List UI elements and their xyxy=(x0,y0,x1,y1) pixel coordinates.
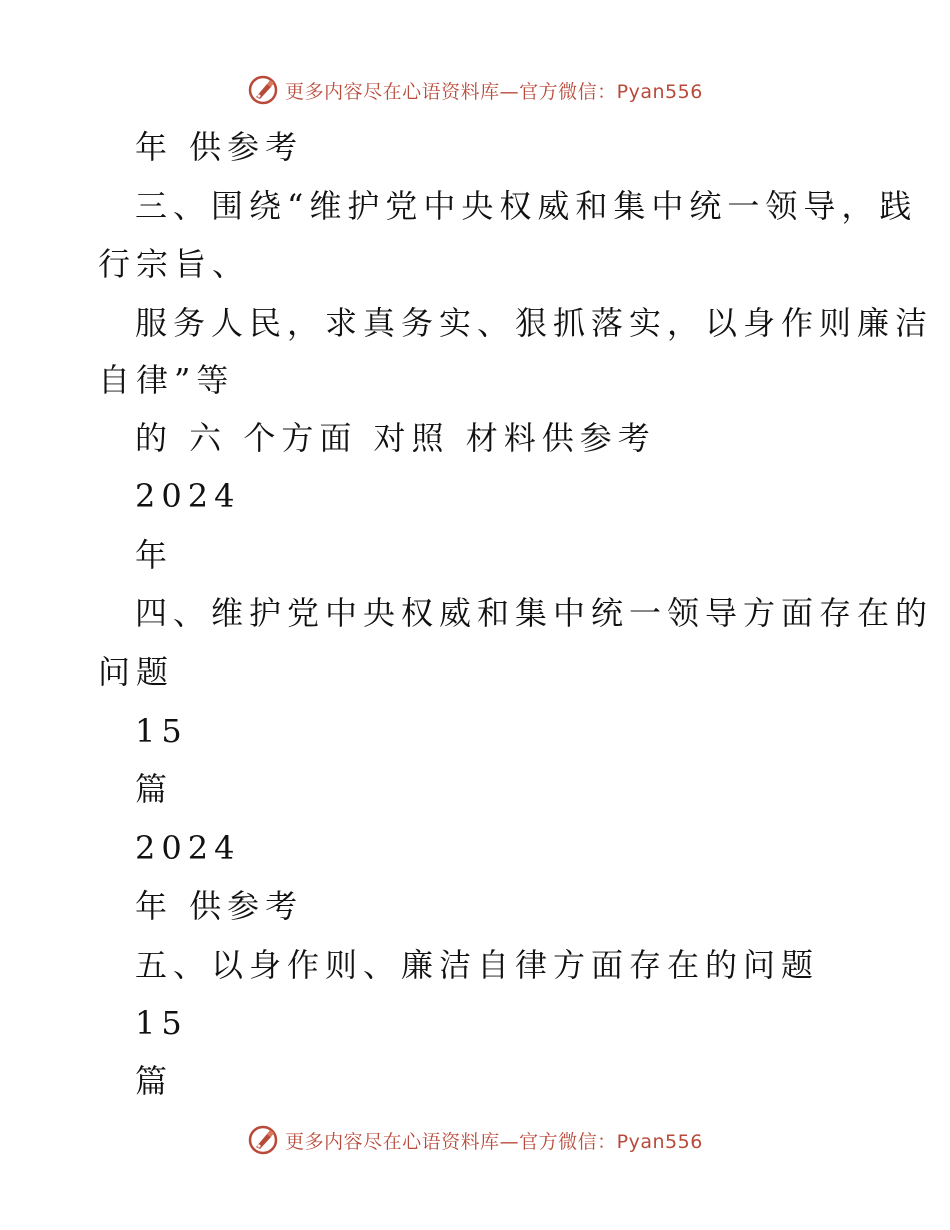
text-line: 行宗旨、 xyxy=(98,245,251,283)
text-line: 的 六 个方面 对照 材料供参考 xyxy=(135,419,656,457)
text-line: 2024 xyxy=(135,477,241,515)
text-line: 年 供参考 xyxy=(135,887,304,925)
footer-watermark xyxy=(0,1120,950,1160)
text-line: 五、以身作则、廉洁自律方面存在的问题 xyxy=(135,946,820,984)
text-line: 篇 xyxy=(135,1062,174,1100)
header-watermark xyxy=(0,70,950,110)
text-line: 三、围绕“维护党中央权威和集中统一领导，践 xyxy=(135,187,918,225)
pen-nib-seal-icon xyxy=(247,1124,279,1156)
text-line: 15 xyxy=(135,1004,188,1042)
text-line: 四、维护党中央权威和集中统一领导方面存在的 xyxy=(135,594,934,632)
text-line: 年 供参考 xyxy=(135,128,304,166)
pen-nib-seal-icon xyxy=(247,74,279,106)
text-line: 自律”等 xyxy=(98,361,235,399)
header-watermark-text: 更多内容尽在心语资料库—官方微信：Pyan556 xyxy=(285,80,703,103)
text-line: 篇 xyxy=(135,770,174,808)
text-line: 服务人民，求真务实、狠抓落实，以身作则廉洁 xyxy=(135,304,934,342)
text-line: 15 xyxy=(135,712,188,750)
text-line: 年 xyxy=(135,536,174,574)
footer-watermark-text: 更多内容尽在心语资料库—官方微信：Pyan556 xyxy=(285,1130,703,1153)
text-line: 2024 xyxy=(135,829,241,867)
text-line: 问题 xyxy=(98,653,175,691)
